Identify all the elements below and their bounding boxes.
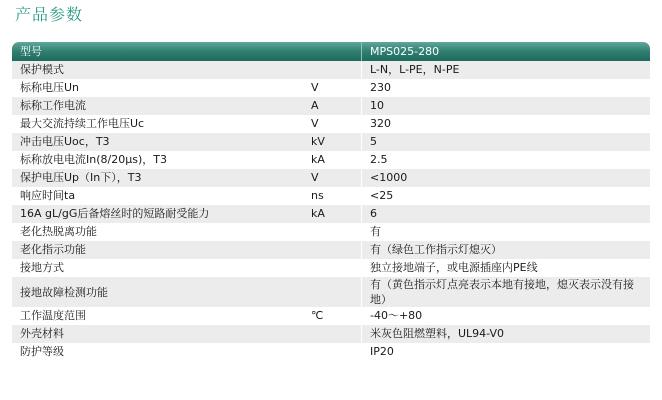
table-row bbox=[12, 151, 650, 169]
param-name: 标称工作电流 bbox=[20, 99, 86, 112]
param-unit: kA bbox=[311, 207, 325, 220]
param-value: L-N，L-PE，N-PE bbox=[370, 63, 460, 76]
param-value: 6 bbox=[370, 207, 377, 220]
header-divider bbox=[361, 42, 362, 61]
table-row bbox=[12, 241, 650, 259]
param-unit: ns bbox=[311, 189, 324, 202]
param-name: 接地故障检测功能 bbox=[20, 286, 108, 299]
column-divider bbox=[361, 307, 362, 325]
table-row bbox=[12, 115, 650, 133]
table-row bbox=[12, 259, 650, 277]
table-row bbox=[12, 343, 650, 361]
table-row bbox=[12, 61, 650, 79]
param-unit: A bbox=[311, 99, 319, 112]
table-row bbox=[12, 169, 650, 187]
column-divider bbox=[361, 115, 362, 133]
param-name: 接地方式 bbox=[20, 261, 64, 274]
param-name: 老化热脱离功能 bbox=[20, 225, 97, 238]
spec-table bbox=[12, 42, 650, 361]
param-value: 独立接地端子，或电源插座内PE线 bbox=[370, 261, 538, 274]
param-value: 5 bbox=[370, 135, 377, 148]
table-row bbox=[12, 133, 650, 151]
column-divider bbox=[361, 133, 362, 151]
param-value: -40～+80 bbox=[370, 309, 423, 322]
column-divider bbox=[361, 223, 362, 241]
param-name: 最大交流持续工作电压Uc bbox=[20, 117, 145, 130]
table-header bbox=[12, 42, 650, 61]
param-value: 10 bbox=[370, 99, 384, 112]
param-unit: V bbox=[311, 171, 319, 184]
param-value: 230 bbox=[370, 81, 391, 94]
param-value: 有（绿色工作指示灯熄灭） bbox=[370, 243, 502, 256]
param-name: 标称电压Un bbox=[20, 81, 80, 94]
param-unit: V bbox=[311, 81, 319, 94]
param-value: 米灰色阻燃塑料，UL94-V0 bbox=[370, 327, 505, 340]
param-unit: ℃ bbox=[311, 309, 324, 322]
table-row bbox=[12, 223, 650, 241]
column-divider bbox=[361, 151, 362, 169]
spec-rows bbox=[12, 61, 650, 361]
param-value: <1000 bbox=[370, 171, 408, 184]
param-name: 老化指示功能 bbox=[20, 243, 86, 256]
column-divider bbox=[361, 241, 362, 259]
table-row bbox=[12, 79, 650, 97]
param-unit: kA bbox=[311, 153, 325, 166]
param-name: 工作温度范围 bbox=[20, 309, 86, 322]
param-name: 保护电压Up（In下），T3 bbox=[20, 171, 142, 184]
param-value: 有 bbox=[370, 225, 381, 238]
table-row bbox=[12, 307, 650, 325]
param-name: 冲击电压Uoc，T3 bbox=[20, 135, 110, 148]
header-model-value: MPS025-280 bbox=[370, 45, 440, 58]
table-row bbox=[12, 205, 650, 223]
param-name: 16A gL/gG后备熔丝时的短路耐受能力 bbox=[20, 207, 210, 220]
param-name: 防护等级 bbox=[20, 345, 64, 358]
header-model-label: 型号 bbox=[20, 45, 42, 58]
table-row bbox=[12, 97, 650, 115]
column-divider bbox=[361, 205, 362, 223]
param-value: 2.5 bbox=[370, 153, 388, 166]
table-row bbox=[12, 187, 650, 205]
param-name: 标称放电电流In(8/20μs)，T3 bbox=[20, 153, 167, 166]
column-divider bbox=[361, 61, 362, 79]
param-unit: kV bbox=[311, 135, 325, 148]
param-value: IP20 bbox=[370, 345, 394, 358]
param-unit: V bbox=[311, 117, 319, 130]
column-divider bbox=[361, 169, 362, 187]
table-row bbox=[12, 325, 650, 343]
column-divider bbox=[361, 325, 362, 343]
column-divider bbox=[361, 259, 362, 277]
column-divider bbox=[361, 79, 362, 97]
param-name: 响应时间ta bbox=[20, 189, 76, 202]
column-divider bbox=[361, 277, 362, 307]
column-divider bbox=[361, 343, 362, 361]
param-value: 有（黄色指示灯点亮表示本地有接地，熄灭表示没有接地） bbox=[370, 278, 634, 306]
param-value: <25 bbox=[370, 189, 394, 202]
param-name: 保护模式 bbox=[20, 63, 64, 76]
param-name: 外壳材料 bbox=[20, 327, 64, 340]
column-divider bbox=[361, 187, 362, 205]
column-divider bbox=[361, 97, 362, 115]
page-title: 产品参数 bbox=[15, 5, 84, 24]
table-row bbox=[12, 277, 650, 307]
param-value: 320 bbox=[370, 117, 391, 130]
